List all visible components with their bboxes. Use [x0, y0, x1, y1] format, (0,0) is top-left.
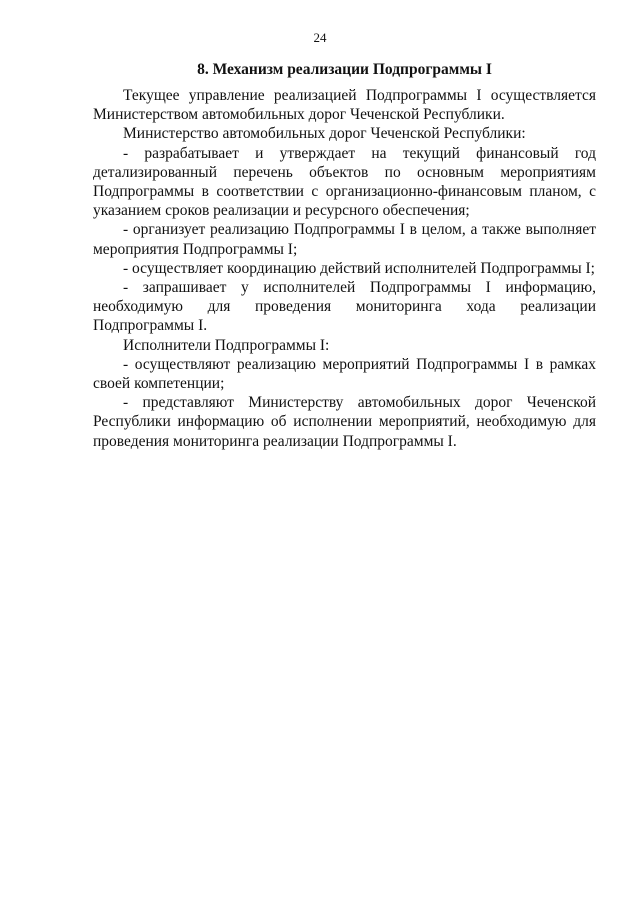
paragraph-ministry-intro: Министерство автомобильных дорог Чеченской Республики:: [123, 125, 526, 143]
paragraph-current-management: Текущее управление реализацией Подпрограммы I осуществляется Министерством автомобильных дорог Чеченской Республики.: [93, 87, 596, 124]
paragraph-executors-intro: Исполнители Подпрограммы I:: [123, 336, 330, 354]
section-content: [93, 60, 596, 451]
list-item-executors-implement: - осуществляют реализацию мероприятий Подпрограммы I в рамках своей компетенции;: [93, 355, 596, 393]
list-item-coordinates: - осуществляет координацию действий исполнителей Подпрограммы I;: [123, 259, 595, 277]
list-item-requests-info: - запрашивает у исполнителей Подпрограммы I информацию, необходимую для проведения мониторинга хода реализации Подпрограммы I.: [93, 279, 596, 335]
section-heading: 8. Механизм реализации Подпрограммы I: [197, 61, 492, 78]
page-number: 24: [313, 30, 327, 45]
list-item-executors-report: - представляют Министерству автомобильных дорог Чеченской Республики информацию об исполнении мероприятий, необходимую для проведения мониторинга реализации Подпрограммы I.: [93, 394, 596, 450]
list-item-develops-list: - разрабатывает и утверждает на текущий финансовый год детализированный перечень объектов по основным мероприятиям Подпрограммы в соответствии с организационно-финансовым планом, с указанием сроков реализации и ресурсного обеспечения;: [93, 144, 596, 220]
list-item-organizes: - организует реализацию Подпрограммы I в целом, а также выполняет мероприятия Подпрограммы I;: [93, 221, 596, 258]
